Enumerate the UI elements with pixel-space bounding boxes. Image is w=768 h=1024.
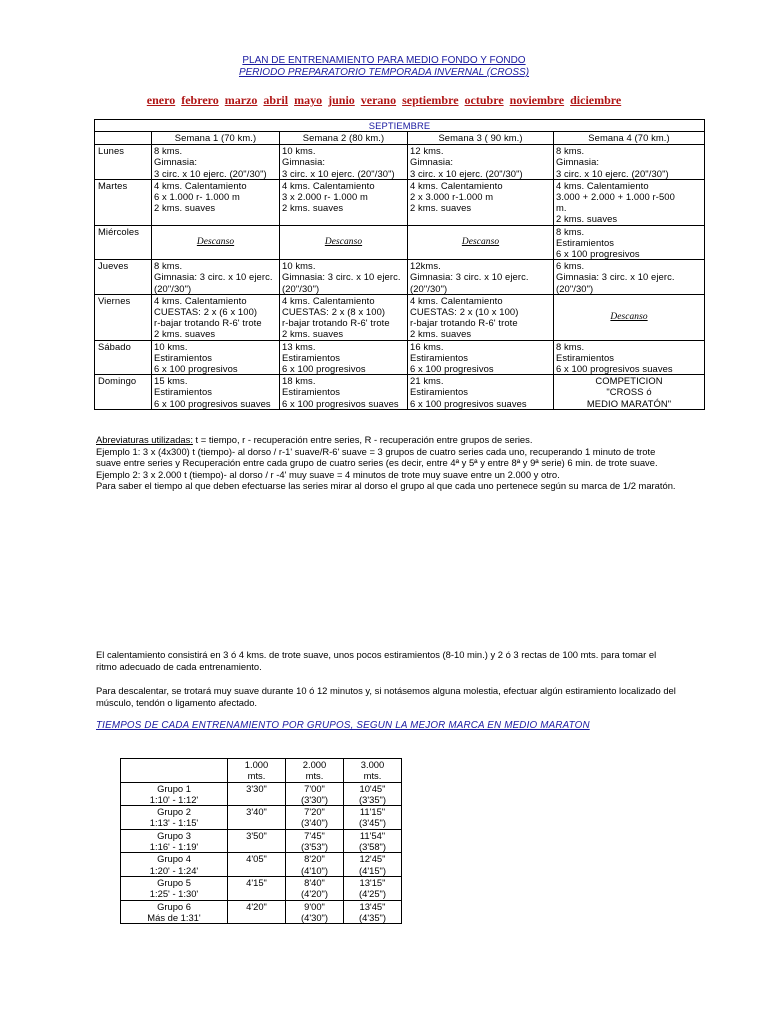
distance-header-0 <box>228 759 286 783</box>
workout-line: MEDIO MARATÓN" <box>586 397 672 409</box>
time-value: 8'20" <box>304 853 325 865</box>
time-cell-t2000 <box>286 829 344 853</box>
workout-line: 6 x 100 progresivos <box>154 363 238 375</box>
workout-line: 6 x 100 progresivos <box>282 363 366 375</box>
plan-row <box>95 145 705 180</box>
time-cell-t1000 <box>228 876 286 900</box>
cooldown-paragraph <box>96 685 702 708</box>
week-header-1: Semana 1 (70 km.) <box>152 132 280 145</box>
workout-cell <box>280 340 408 375</box>
workout-cell <box>554 375 705 410</box>
distance-header-line: mts. <box>247 770 266 782</box>
workout-line: 4 kms. Calentamiento <box>556 179 649 191</box>
workout-line: Estiramientos <box>410 351 469 363</box>
workout-cell <box>280 294 408 340</box>
workout-line: 8 kms. <box>154 260 183 272</box>
time-cell-t1000 <box>228 853 286 877</box>
time-value: 3'50" <box>246 829 267 841</box>
workout-line: 13 kms. <box>282 340 316 352</box>
time-value: 7'00" <box>304 782 325 794</box>
workout-cell <box>408 294 554 340</box>
workout-line: Gimnasia: 3 circ. x 10 ejerc. <box>556 271 675 283</box>
workout-cell <box>554 260 705 295</box>
workout-line: CUESTAS: 2 x (6 x 100) <box>154 306 258 318</box>
workout-line: Estiramientos <box>154 386 213 398</box>
workout-line: 2 kms. suaves <box>410 328 472 340</box>
group-name-cell <box>121 782 228 806</box>
plan-row <box>95 225 705 260</box>
workout-line: 4 kms. Calentamiento <box>282 179 375 191</box>
workout-line: (20"/30") <box>556 282 594 294</box>
time-value: (4'10") <box>300 864 328 876</box>
week-header-row <box>95 132 705 145</box>
group-range: 1:20' - 1:24' <box>149 864 199 876</box>
workout-line: 6 x 100 progresivos <box>410 363 494 375</box>
time-value: (4'15") <box>358 864 386 876</box>
month-link-7[interactable]: septiembre <box>402 93 459 107</box>
group-row <box>121 900 402 924</box>
workout-line: 8 kms. <box>556 225 585 237</box>
day-label: Miércoles <box>95 225 152 260</box>
month-link-8[interactable]: octubre <box>464 93 504 107</box>
warmup-line-2: ritmo adecuado de cada entrenamiento. <box>96 660 262 672</box>
workout-line: Gimnasia: <box>282 156 326 168</box>
workout-line: 6 x 100 progresivos suaves <box>556 363 673 375</box>
workout-line: Estiramientos <box>282 351 341 363</box>
workout-line: CUESTAS: 2 x (8 x 100) <box>282 306 386 318</box>
workout-line: 21 kms. <box>410 375 444 387</box>
month-link-1[interactable]: febrero <box>181 93 219 107</box>
time-cell-t3000 <box>344 806 402 830</box>
time-value: 11'15" <box>359 806 386 818</box>
workout-line: 6 x 100 progresivos suaves <box>410 397 527 409</box>
group-range: 1:10' - 1:12' <box>149 793 199 805</box>
time-value: 9'00" <box>304 900 325 912</box>
workout-cell <box>152 145 280 180</box>
day-label: Lunes <box>95 145 152 180</box>
workout-line: 3.000 + 2.000 + 1.000 r-500 <box>556 191 675 203</box>
time-value: 3'40" <box>246 806 267 818</box>
workout-line: "CROSS ó <box>606 386 652 398</box>
rest-day-cell <box>554 294 705 340</box>
workout-line: 3 circ. x 10 ejerc. (20"/30") <box>282 167 395 179</box>
time-value: 11'54" <box>359 829 386 841</box>
time-value: 7'20" <box>304 806 325 818</box>
workout-line: 12 kms. <box>410 145 444 157</box>
rest-day-cell <box>152 225 280 260</box>
workout-line: Gimnasia: <box>410 156 454 168</box>
workout-line: 4 kms. Calentamiento <box>410 179 503 191</box>
day-label: Domingo <box>95 375 152 410</box>
group-range: 1:13' - 1:15' <box>149 817 199 829</box>
abbrev-text: t = tiempo, r - recuperación entre series, R - recuperación entre grupos de series. <box>192 434 533 445</box>
workout-cell <box>152 294 280 340</box>
time-value: (4'20") <box>300 888 328 900</box>
workout-line: CUESTAS: 2 x (10 x 100) <box>410 306 519 318</box>
workout-line: 3 circ. x 10 ejerc. (20"/30") <box>154 167 267 179</box>
workout-cell <box>280 145 408 180</box>
workout-line: Descanso <box>324 236 363 247</box>
workout-line: 10 kms. <box>282 145 316 157</box>
workout-line: 4 kms. Calentamiento <box>410 294 503 306</box>
workout-cell <box>408 179 554 225</box>
workout-line: 18 kms. <box>282 375 316 387</box>
workout-line: 6 x 100 progresivos suaves <box>282 397 399 409</box>
groups-corner-cell <box>121 759 228 783</box>
workout-line: Estiramientos <box>556 351 615 363</box>
workout-line: (20"/30") <box>410 282 448 294</box>
group-name-cell <box>121 853 228 877</box>
time-cell-t3000 <box>344 829 402 853</box>
day-label: Sábado <box>95 340 152 375</box>
workout-line: Estiramientos <box>556 236 615 248</box>
time-value: (3'35") <box>358 793 386 805</box>
time-value: (3'58") <box>358 841 386 853</box>
day-label: Viernes <box>95 294 152 340</box>
workout-line: 3 x 2.000 r- 1.000 m <box>282 191 368 203</box>
time-value: 4'15" <box>246 876 267 888</box>
workout-line: 2 x 3.000 r-1.000 m <box>410 191 494 203</box>
workout-line: r-bajar trotando R-6' trote <box>282 317 390 329</box>
time-value: 12'45" <box>359 853 386 865</box>
plan-row <box>95 179 705 225</box>
plan-row <box>95 294 705 340</box>
plan-row <box>95 375 705 410</box>
workout-cell <box>554 145 705 180</box>
abbrev-label: Abreviaturas utilizadas: <box>96 434 193 445</box>
rest-day-cell <box>280 225 408 260</box>
group-range: Más de 1:31' <box>147 911 201 923</box>
plan-row <box>95 260 705 295</box>
time-cell-t3000 <box>344 782 402 806</box>
distance-header-line: 2.000 <box>302 759 327 770</box>
workout-cell <box>408 340 554 375</box>
group-name-cell <box>121 876 228 900</box>
workout-cell <box>408 145 554 180</box>
time-value: (4'30") <box>300 911 328 923</box>
group-name-cell <box>121 900 228 924</box>
workout-line: 15 kms. <box>154 375 188 387</box>
time-value: 8'40" <box>304 876 325 888</box>
workout-line: 2 kms. suaves <box>282 202 344 214</box>
workout-line: 4 kms. Calentamiento <box>154 179 247 191</box>
workout-line: 8 kms. <box>556 145 585 157</box>
month-link-2[interactable]: marzo <box>224 93 258 107</box>
workout-cell <box>408 260 554 295</box>
time-cell-t2000 <box>286 876 344 900</box>
group-row <box>121 829 402 853</box>
workout-line: 4 kms. Calentamiento <box>154 294 247 306</box>
week-header-3: Semana 3 ( 90 km.) <box>408 132 554 145</box>
group-row <box>121 876 402 900</box>
workout-cell <box>152 260 280 295</box>
workout-cell <box>280 179 408 225</box>
workout-line: 6 x 1.000 r- 1.000 m <box>154 191 240 203</box>
month-link-0[interactable]: enero <box>146 93 176 107</box>
time-cell-t1000 <box>228 782 286 806</box>
distance-header-line: 3.000 <box>360 759 385 770</box>
month-link-10[interactable]: diciembre <box>570 93 622 107</box>
group-name: Grupo 6 <box>157 900 191 912</box>
distance-header-line: 1.000 <box>244 759 269 770</box>
workout-line: 6 x 100 progresivos suaves <box>154 397 271 409</box>
workout-line: 10 kms. <box>282 260 316 272</box>
time-cell-t3000 <box>344 876 402 900</box>
time-cell-t1000 <box>228 900 286 924</box>
month-links <box>0 93 768 108</box>
corner-cell <box>95 132 152 145</box>
workout-cell <box>554 225 705 260</box>
month-link-3[interactable]: abril <box>263 93 289 107</box>
time-value: (4'35") <box>358 911 386 923</box>
workout-line: Descanso <box>461 236 500 247</box>
workout-line: Estiramientos <box>410 386 469 398</box>
workout-line: 8 kms. <box>154 145 183 157</box>
group-range: 1:25' - 1:30' <box>149 888 199 900</box>
group-row <box>121 853 402 877</box>
workout-line: 12kms. <box>410 260 441 272</box>
workout-line: (20"/30") <box>282 282 320 294</box>
time-cell-t2000 <box>286 900 344 924</box>
distance-header-2 <box>344 759 402 783</box>
month-link-5[interactable]: junio <box>328 93 355 107</box>
workout-line: m. <box>556 202 567 214</box>
workout-line: Estiramientos <box>282 386 341 398</box>
document-subtitle: PERIODO PREPARATORIO TEMPORADA INVERNAL (CROSS) <box>238 67 530 78</box>
time-value: (3'40") <box>300 817 328 829</box>
workout-line: Gimnasia: 3 circ. x 10 ejerc. <box>282 271 401 283</box>
notes-block <box>96 434 702 492</box>
workout-line: 2 kms. suaves <box>556 213 618 225</box>
workout-line: Gimnasia: 3 circ. x 10 ejerc. <box>410 271 529 283</box>
group-name: Grupo 2 <box>157 806 191 818</box>
group-name: Grupo 4 <box>157 853 191 865</box>
time-value: 10'45" <box>359 782 386 794</box>
week-header-4: Semana 4 (70 km.) <box>554 132 705 145</box>
workout-line: Estiramientos <box>154 351 213 363</box>
workout-line: 2 kms. suaves <box>154 328 216 340</box>
time-cell-t3000 <box>344 900 402 924</box>
workout-line: Gimnasia: <box>556 156 600 168</box>
workout-line: 2 kms. suaves <box>282 328 344 340</box>
example1-line-2: suave entre series y Recuperación entre cada grupo de cuatro series (es decir, entre 4ª y 5ª y entre 8ª y 9ª serie) 6 min. de trote suave. <box>96 457 658 469</box>
workout-line: 2 kms. suaves <box>154 202 216 214</box>
time-cell-t2000 <box>286 806 344 830</box>
group-times-header-row <box>121 759 402 783</box>
time-cell-t2000 <box>286 782 344 806</box>
cooldown-line-2: músculo, tendón o ligamento afectado. <box>96 696 258 708</box>
workout-cell <box>408 375 554 410</box>
time-value: (4'25") <box>358 888 386 900</box>
workout-cell <box>554 340 705 375</box>
month-link-9[interactable]: noviembre <box>509 93 565 107</box>
time-cell-t1000 <box>228 829 286 853</box>
workout-line: Descanso <box>610 311 648 322</box>
group-name: Grupo 3 <box>157 829 191 841</box>
workout-line: r-bajar trotando R-6' trote <box>154 317 262 329</box>
workout-cell <box>554 179 705 225</box>
workout-line: 4 kms. Calentamiento <box>282 294 375 306</box>
time-cell-t1000 <box>228 806 286 830</box>
workout-line: 2 kms. suaves <box>410 202 472 214</box>
time-value: 13'15" <box>359 876 386 888</box>
workout-line: Descanso <box>196 236 235 247</box>
workout-cell <box>152 340 280 375</box>
time-value: 4'20" <box>246 900 267 912</box>
group-times-table <box>120 758 402 924</box>
week-header-2: Semana 2 (80 km.) <box>280 132 408 145</box>
time-value: 4'05" <box>246 853 267 865</box>
workout-line: Gimnasia: <box>154 156 198 168</box>
warmup-paragraph <box>96 649 702 672</box>
time-value: (3'53") <box>300 841 328 853</box>
rest-day-cell <box>408 225 554 260</box>
workout-line: 6 x 100 progresivos <box>556 248 640 260</box>
day-label: Jueves <box>95 260 152 295</box>
workout-line: r-bajar trotando R-6' trote <box>410 317 518 329</box>
instructions-line: Para saber el tiempo al que deben efectuarse las series mirar al dorso el grupo al que cada uno pertenece según su marca de 1/2 maratón. <box>96 480 676 492</box>
distance-header-1 <box>286 759 344 783</box>
time-value: 13'45" <box>359 900 386 912</box>
example1-line-1: Ejemplo 1: 3 x (4x300) t (tiempo)- al dorso / r-1' suave/R-6' suave = 3 grupos de cuatro series cada uno, recuperando 1 minuto de trote <box>96 445 656 457</box>
workout-line: 3 circ. x 10 ejerc. (20"/30") <box>556 167 669 179</box>
group-name: Grupo 5 <box>157 876 191 888</box>
distance-header-line: mts. <box>305 770 324 782</box>
time-value: 3'30" <box>246 782 267 794</box>
time-value: 7'45" <box>304 829 325 841</box>
workout-line: 8 kms. <box>556 340 585 352</box>
group-name-cell <box>121 806 228 830</box>
distance-header-line: mts. <box>363 770 382 782</box>
workout-line: 10 kms. <box>154 340 188 352</box>
workout-cell <box>152 179 280 225</box>
group-name-cell <box>121 829 228 853</box>
month-link-4[interactable]: mayo <box>294 93 323 107</box>
day-label: Martes <box>95 179 152 225</box>
workout-line: Gimnasia: 3 circ. x 10 ejerc. <box>154 271 273 283</box>
group-range: 1:16' - 1:19' <box>149 841 199 853</box>
group-row <box>121 806 402 830</box>
warmup-line-1: El calentamiento consistirá en 3 ó 4 kms. de trote suave, unos pocos estiramientos (8-10 min.) y 2 ó 3 rectas de 100 mts. para tomar el <box>96 649 657 660</box>
workout-line: (20"/30") <box>154 282 192 294</box>
workout-line: 6 kms. <box>556 260 585 272</box>
cooldown-line-1: Para descalentar, se trotará muy suave durante 10 ó 12 minutos y, si notásemos alguna molestia, efectuar algún estiramiento localizado del <box>96 685 676 696</box>
training-plan-table <box>94 119 705 410</box>
workout-line: COMPETICION <box>595 375 663 387</box>
workout-cell <box>152 375 280 410</box>
groups-title: TIEMPOS DE CADA ENTRENAMIENTO POR GRUPOS, SEGUN LA MEJOR MARCA EN MEDIO MARATON <box>96 720 590 731</box>
workout-cell <box>280 260 408 295</box>
plan-month-header: SEPTIEMBRE <box>95 120 705 132</box>
group-name: Grupo 1 <box>157 782 191 794</box>
workout-line: 16 kms. <box>410 340 444 352</box>
time-value: (3'45") <box>358 817 386 829</box>
month-link-6[interactable]: verano <box>360 93 397 107</box>
example2-line: Ejemplo 2: 3 x 2.000 t (tiempo)- al dorso / r -4' muy suave = 4 minutos de trote muy suave entre un 2.000 y otro. <box>96 468 560 480</box>
time-cell-t2000 <box>286 853 344 877</box>
time-cell-t3000 <box>344 853 402 877</box>
workout-cell <box>280 375 408 410</box>
group-row <box>121 782 402 806</box>
document-title: PLAN DE ENTRENAMIENTO PARA MEDIO FONDO Y FONDO <box>242 55 526 66</box>
workout-line: 3 circ. x 10 ejerc. (20"/30") <box>410 167 523 179</box>
time-value: (3'30") <box>300 793 328 805</box>
plan-row <box>95 340 705 375</box>
